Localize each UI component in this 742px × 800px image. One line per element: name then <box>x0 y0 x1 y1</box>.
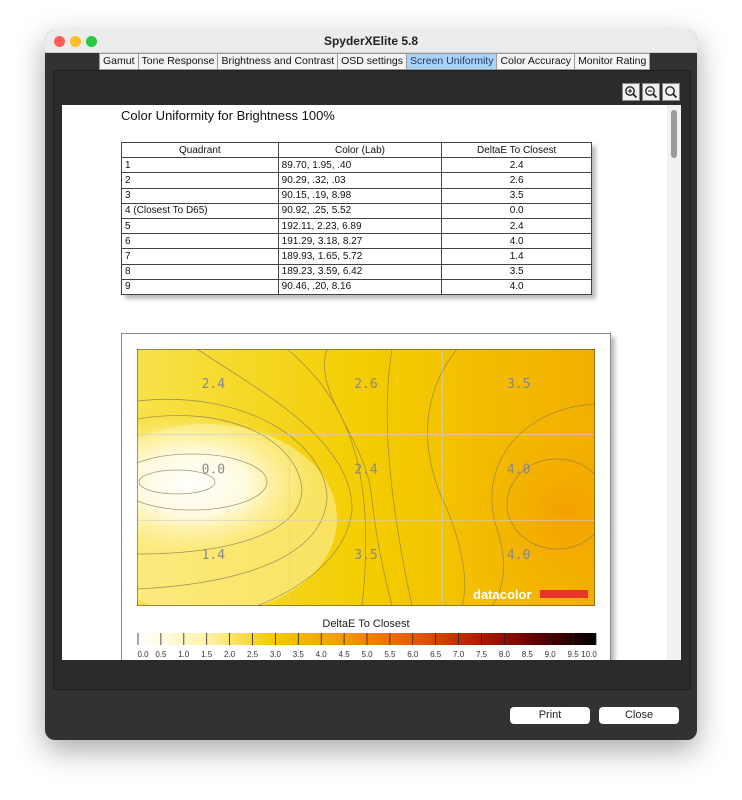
deltae-cell: 0.0 <box>442 203 592 218</box>
scrollbar-thumb[interactable] <box>671 110 677 158</box>
lab-cell: 90.92, .25, 5.52 <box>278 203 442 218</box>
table-row <box>122 173 592 188</box>
table-row <box>122 203 592 218</box>
table-row <box>122 218 592 233</box>
table-header-row <box>122 143 592 158</box>
table-row <box>122 279 592 294</box>
zoom-in-icon[interactable] <box>622 83 640 101</box>
close-button[interactable]: Close <box>599 707 679 724</box>
tab-osd-settings[interactable]: OSD settings <box>338 53 407 70</box>
app-window <box>45 30 697 740</box>
legend-tick-label: 3.0 <box>269 650 281 659</box>
legend-tick-label: 5.0 <box>361 650 373 659</box>
quadrant-cell: 9 <box>122 279 279 294</box>
tab-color-accuracy[interactable]: Color Accuracy <box>497 53 575 70</box>
legend-tick-label: 10.0 <box>581 650 597 659</box>
tab-gamut[interactable]: Gamut <box>99 53 139 70</box>
quadrant-cell: 6 <box>122 234 279 249</box>
deltae-cell: 4.0 <box>442 279 592 294</box>
tab-tone-response[interactable]: Tone Response <box>139 53 219 70</box>
lab-cell: 90.15, .19, 8.98 <box>278 188 442 203</box>
uniformity-heatmap <box>137 349 595 606</box>
quadrant-cell: 3 <box>122 188 279 203</box>
legend-tick-label: 6.0 <box>407 650 419 659</box>
legend-tick-label: 2.0 <box>224 650 236 659</box>
legend-tick-label: 1.0 <box>178 650 190 659</box>
heatmap-cell-label: 2.4 <box>354 462 378 478</box>
table-row <box>122 188 592 203</box>
zoom-out-icon[interactable] <box>642 83 660 101</box>
color-scale-legend <box>137 633 599 660</box>
datacolor-logo-bar <box>540 590 588 598</box>
legend-tick-label: 0.5 <box>155 650 167 659</box>
heatmap-cell-label: 2.6 <box>354 376 378 392</box>
tab-monitor-rating[interactable]: Monitor Rating <box>575 53 650 70</box>
heatmap-cell-label: 0.0 <box>201 462 226 478</box>
legend-tick-label: 3.5 <box>292 650 304 659</box>
window-title: SpyderXElite 5.8 <box>323 34 419 48</box>
quadrant-cell: 1 <box>122 158 279 173</box>
legend-tick-label: 5.5 <box>384 650 396 659</box>
quadrant-cell: 2 <box>122 173 279 188</box>
deltae-cell: 2.4 <box>442 218 592 233</box>
heatmap-cell-label: 4.0 <box>506 462 531 478</box>
legend-tick-label: 7.0 <box>453 650 465 659</box>
legend-tick-label: 2.5 <box>246 650 259 659</box>
tab-screen-uniformity[interactable]: Screen Uniformity <box>407 53 497 70</box>
lab-cell: 192.11, 2.23, 6.89 <box>278 218 442 233</box>
table-row <box>122 249 592 264</box>
lab-cell: 191.29, 3.18, 8.27 <box>278 234 442 249</box>
lab-cell: 189.93, 1.65, 5.72 <box>278 249 442 264</box>
print-button[interactable]: Print <box>510 707 590 724</box>
report-title: Color Uniformity for Brightness 100% <box>121 108 335 123</box>
column-header: DeltaE To Closest <box>442 143 592 158</box>
quadrant-cell: 8 <box>122 264 279 279</box>
vertical-scrollbar[interactable] <box>667 105 681 660</box>
deltae-cell: 4.0 <box>442 234 592 249</box>
lab-cell: 189.23, 3.59, 6.42 <box>278 264 442 279</box>
datacolor-logo: datacolor <box>473 587 532 602</box>
legend-tick-label: 7.5 <box>475 650 488 659</box>
uniformity-chart-box <box>121 333 611 660</box>
table-row <box>122 264 592 279</box>
deltae-cell: 2.4 <box>442 158 592 173</box>
heatmap-cell-label: 4.0 <box>506 548 531 564</box>
uniformity-table <box>121 142 592 295</box>
title-bar <box>45 30 697 53</box>
column-header: Quadrant <box>122 143 279 158</box>
deltae-cell: 1.4 <box>442 249 592 264</box>
legend-tick-label: 6.5 <box>430 650 442 659</box>
column-header: Color (Lab) <box>278 143 442 158</box>
legend-tick-label: 4.5 <box>338 650 350 659</box>
legend-tick-label: 9.0 <box>544 650 556 659</box>
legend-tick-label: 9.5 <box>567 650 579 659</box>
quadrant-cell: 5 <box>122 218 279 233</box>
legend-title: DeltaE To Closest <box>322 618 410 630</box>
heatmap-cell-label: 1.4 <box>201 548 226 564</box>
legend-tick-label: 4.0 <box>315 650 327 659</box>
quadrant-cell: 7 <box>122 249 279 264</box>
legend-tick-label: 1.5 <box>201 650 213 659</box>
legend-tick-label: 8.0 <box>498 650 510 659</box>
deltae-cell: 3.5 <box>442 264 592 279</box>
tab-bar <box>99 53 650 68</box>
zoom-fit-icon[interactable] <box>662 83 680 101</box>
table-row <box>122 158 592 173</box>
deltae-cell: 2.6 <box>442 173 592 188</box>
table-row <box>122 234 592 249</box>
lab-cell: 90.29, .32, .03 <box>278 173 442 188</box>
lab-cell: 89.70, 1.95, .40 <box>278 158 442 173</box>
deltae-cell: 3.5 <box>442 188 592 203</box>
report-page[interactable] <box>62 105 667 660</box>
heatmap-cell-label: 3.5 <box>506 376 531 392</box>
heatmap-cell-label: 3.5 <box>354 548 378 564</box>
lab-cell: 90.46, .20, 8.16 <box>278 279 442 294</box>
quadrant-cell: 4 (Closest To D65) <box>122 203 279 218</box>
heatmap-cell-label: 2.4 <box>201 376 226 392</box>
legend-tick-label: 0.0 <box>137 650 149 659</box>
legend-tick-label: 8.5 <box>521 650 533 659</box>
tab-brightness-contrast[interactable]: Brightness and Contrast <box>218 53 338 70</box>
